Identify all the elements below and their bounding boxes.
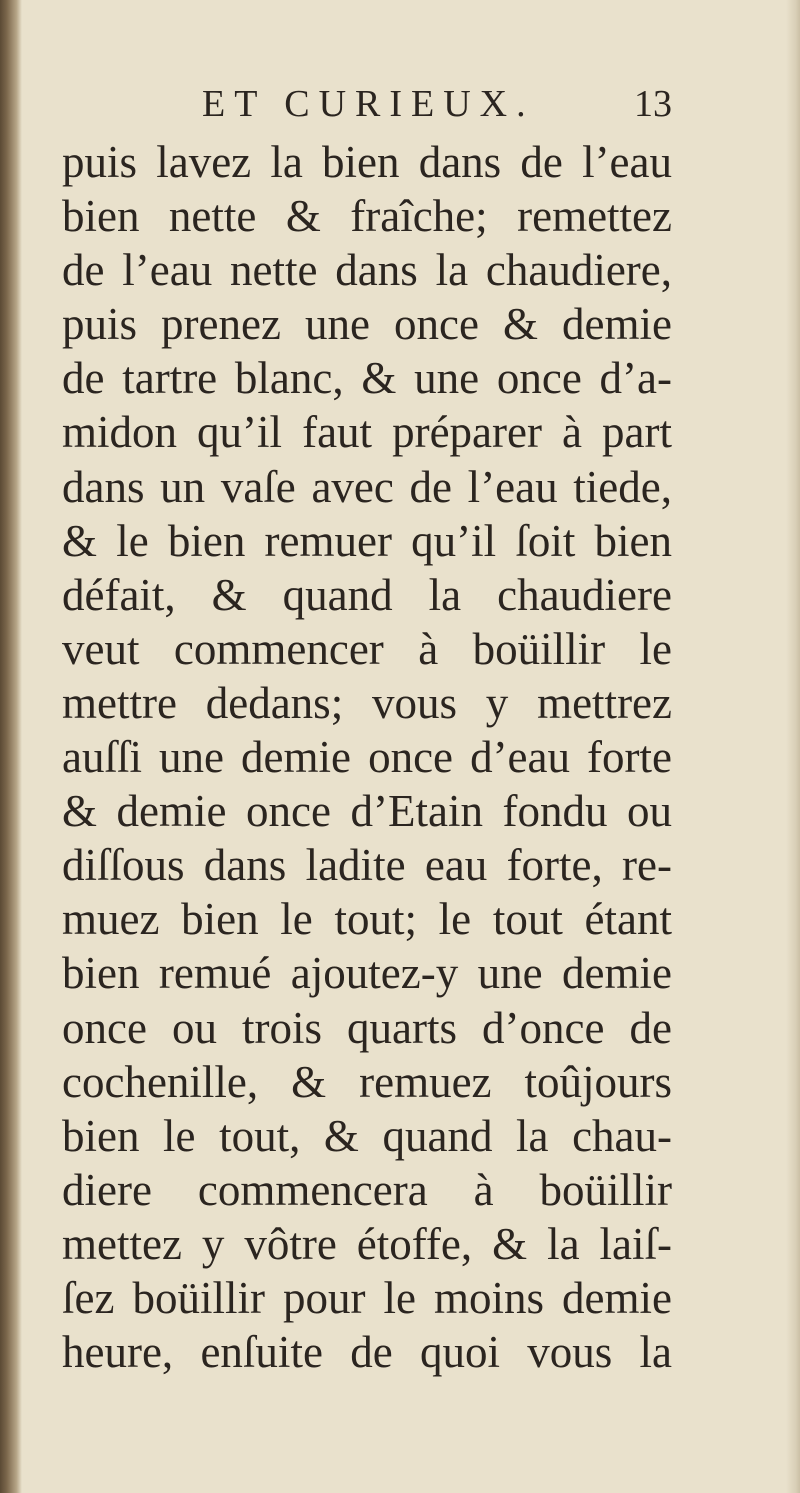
text-line: dans un vaſe avec de l’eau tiede, (62, 461, 672, 512)
text-line: auſſi une demie once d’eau forte (62, 732, 672, 783)
text-line: ſez boüillir pour le moins demie (62, 1272, 672, 1323)
text-line: de l’eau nette dans la chaudiere, (62, 245, 672, 296)
text-line: bien remué ajoutez-y une demie (62, 948, 672, 999)
running-head: ET CURIEUX. (202, 83, 535, 125)
text-line: midon qu’il faut préparer à part (62, 407, 672, 458)
text-line: de tartre blanc, & une once d’a- (62, 353, 672, 404)
text-line: cochenille, & remuez toûjours (62, 1056, 672, 1107)
text-line: & demie once d’Etain fondu ou (62, 786, 672, 837)
text-line: heure, enſuite de quoi vous la (62, 1327, 672, 1378)
text-line: puis lavez la bien dans de l’eau (62, 137, 672, 187)
page-edge (786, 0, 800, 1493)
page-header (62, 82, 672, 132)
text-line: mettez y vôtre étoffe, & la laiſ- (62, 1218, 672, 1269)
text-line: puis prenez une once & demie (62, 299, 672, 350)
body-text (62, 135, 672, 1379)
text-line: bien nette & fraîche; remettez (62, 191, 672, 242)
text-line: défait, & quand la chaudiere (62, 569, 672, 620)
page-spine-shadow (0, 0, 22, 1493)
text-line: diſſous dans ladite eau forte, re- (62, 840, 672, 891)
page-number: 13 (634, 83, 672, 125)
text-line: once ou trois quarts d’once de (62, 1002, 672, 1053)
text-line: diere commencera à boüillir (62, 1164, 672, 1215)
text-line: bien le tout, & quand la chau- (62, 1110, 672, 1161)
text-line: & le bien remuer qu’il ſoit bien (62, 515, 672, 566)
text-line: muez bien le tout; le tout étant (62, 894, 672, 945)
text-line: mettre dedans; vous y mettrez (62, 677, 672, 728)
text-line: veut commencer à boüillir le (62, 623, 672, 674)
